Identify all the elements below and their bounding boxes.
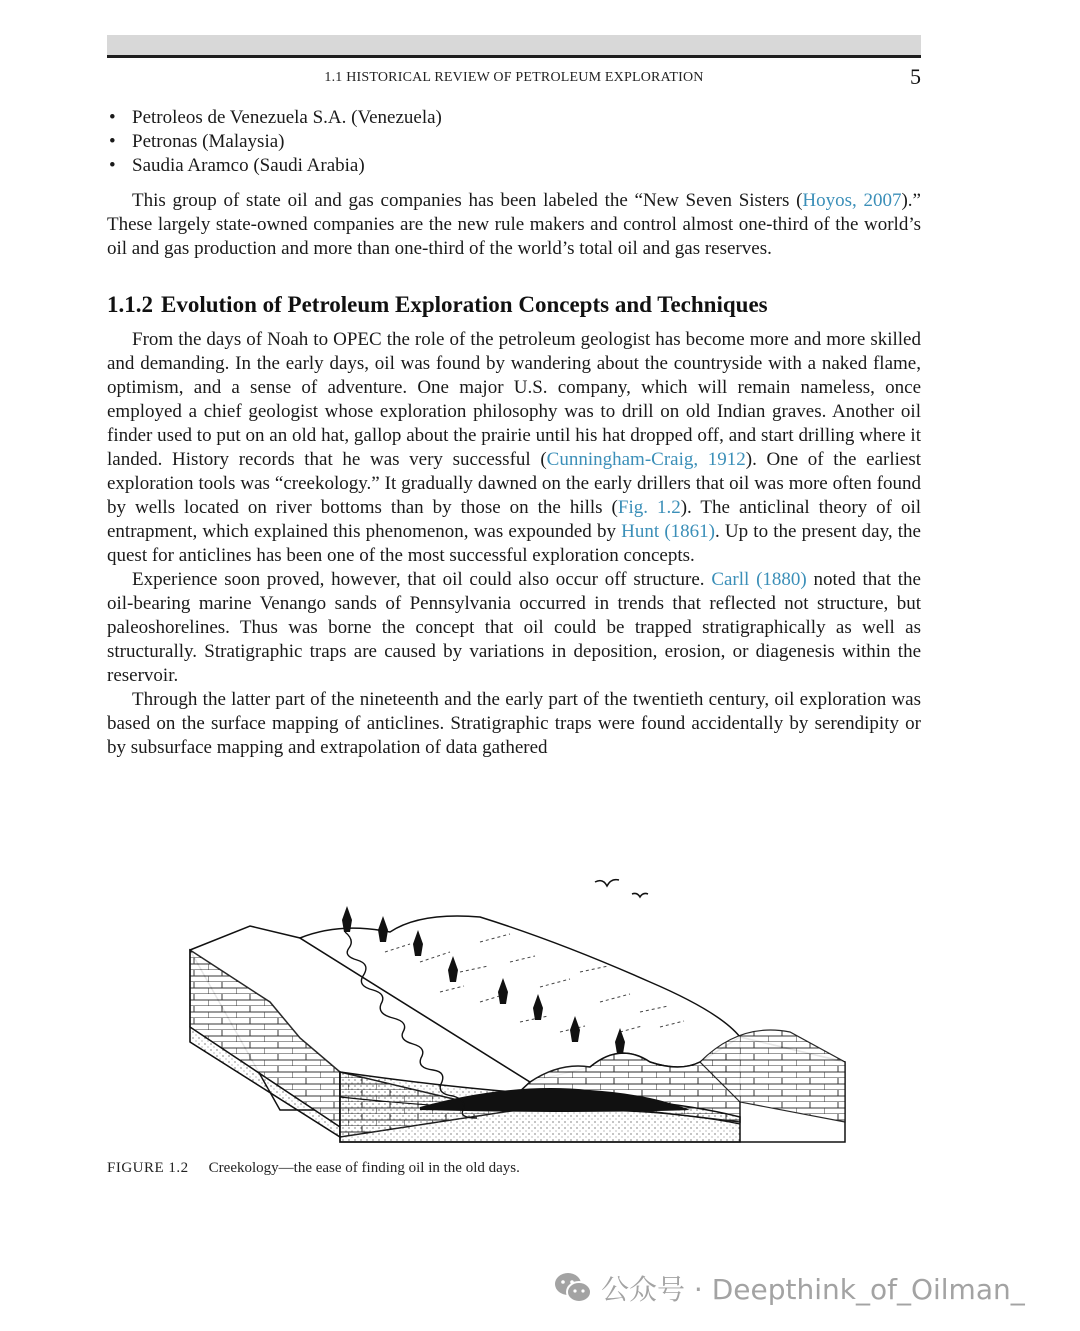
page-number: 5: [910, 64, 921, 89]
paragraph-off-structure: Experience soon proved, however, that oil could also occur off structure. Carll (1880) noted that the oil-bearing marine Venango sands of Pennsylvania occurred in trends that reflected not structure, but paleoshorelines. Thus was borne the concept that oil could be trapped stratigraphically as well as structurally. Stratigraphic traps are caused by variations in deposition, erosion, or diagenesis within the reservoir.: [107, 569, 921, 686]
section-number: 1.1.2: [107, 292, 153, 317]
figure-caption-text: Creekology—the ease of finding oil in the old days.: [208, 1160, 520, 1176]
citation-link-hoyos[interactable]: Hoyos, 2007: [802, 190, 902, 211]
running-head: [107, 64, 921, 94]
wechat-icon: [553, 1271, 593, 1305]
figure-link-1-2[interactable]: Fig. 1.2: [617, 497, 681, 518]
list-item: • Saudia Aramco (Saudi Arabia): [109, 155, 365, 176]
section-heading: [107, 290, 921, 320]
block-diagram-illustration: [180, 862, 850, 1152]
figure-caption: [107, 1160, 520, 1177]
bird-icon: [595, 880, 648, 897]
page-body: [107, 106, 921, 760]
header-bar: [107, 35, 921, 55]
figure-label: FIGURE 1.2: [107, 1160, 189, 1176]
paragraph-early-days: From the days of Noah to OPEC the role of the petroleum geologist has become more and more skilled and demanding. In the early days, oil was found by wandering about the countryside with a naked flame, optimism, and a sense of adventure. One major U.S. company, which will remain nameless, once employed a chief geologist whose exploration philosophy was to drill on old Indian graves. Another oil finder used to put on an old hat, gallop about the prairie until his hat dropped off, and start drilling where it landed. History records that he was very successful (Cunningham-Craig, 1912). One of the earliest exploration tools was “creekology.” It gradually dawned on the early drillers that oil was more often found by wells located on river bottoms than by those on the hills (Fig. 1.2). The anticlinal theory of oil entrapment, which explained this phenomenon, was expounded by Hunt (1861). Up to the present day, the quest for anticlines has been one of the most successful exploration concepts.: [107, 329, 921, 566]
section-title: Evolution of Petroleum Exploration Concepts and Techniques: [161, 292, 768, 317]
bullet-icon: •: [109, 155, 116, 176]
citation-link-hunt[interactable]: Hunt (1861): [621, 521, 715, 542]
running-title: 1.1 HISTORICAL REVIEW OF PETROLEUM EXPLORATION: [324, 70, 704, 85]
citation-link-cunningham-craig[interactable]: Cunningham-Craig, 1912: [546, 449, 746, 470]
watermark-text: 公众号 · Deepthink_of_Oilman_: [601, 1273, 1025, 1306]
figure-creekology: [180, 862, 850, 1152]
bullet-icon: •: [109, 107, 116, 128]
paragraph-surface-mapping: Through the latter part of the nineteenth and the early part of the twentieth century, oil exploration was based on the surface mapping of anticlines. Stratigraphic traps were found accidentally by serendipity or by subsurface mapping and extrapolation of data gathered: [107, 689, 921, 758]
company-list: [107, 106, 921, 178]
paragraph-seven-sisters: This group of state oil and gas companies has been labeled the “New Seven Sisters (Hoyos, 2007).” These largely state-owned companies are the new rule makers and control almost one-third of the world’s oil and gas production and more than one-third of the world’s total oil and gas reserves.: [107, 190, 921, 259]
list-item: • Petronas (Malaysia): [109, 131, 285, 152]
citation-link-carll[interactable]: Carll (1880): [711, 569, 807, 590]
header-rule: [107, 55, 921, 58]
bullet-icon: •: [109, 131, 116, 152]
watermark: [553, 1268, 1025, 1308]
list-item: • Petroleos de Venezuela S.A. (Venezuela): [109, 107, 442, 128]
